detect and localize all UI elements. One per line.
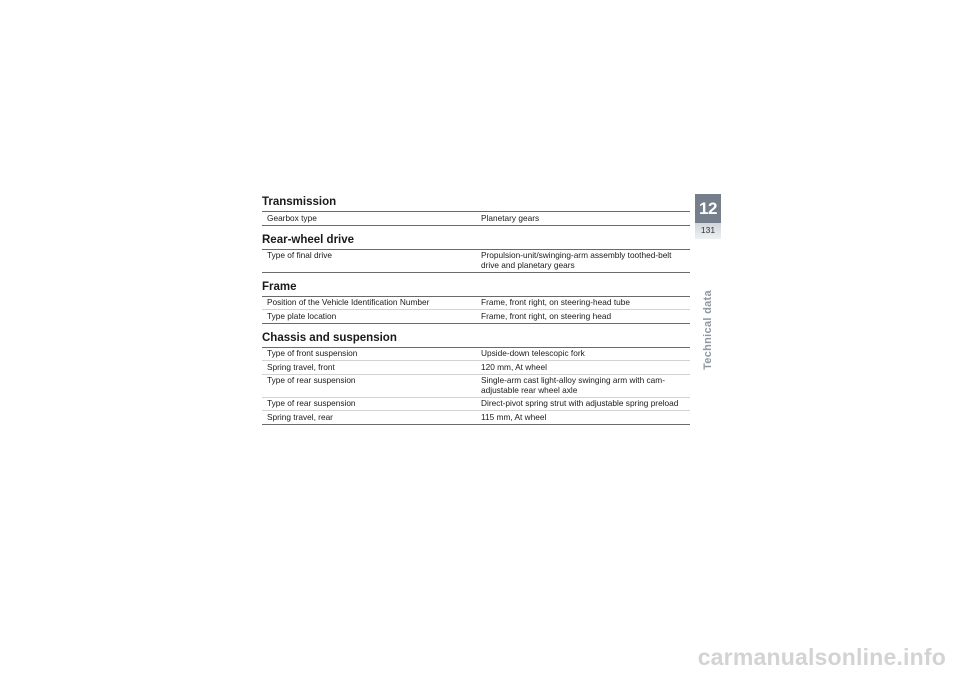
- section-chassis-suspension: [262, 330, 690, 425]
- table-row: [262, 249, 690, 272]
- table-row: [262, 212, 690, 226]
- page-number: 131: [695, 223, 721, 239]
- section-frame: [262, 279, 690, 324]
- spec-label: Type plate location: [262, 310, 476, 324]
- table-row: [262, 397, 690, 411]
- watermark: carmanualsonline.info: [697, 644, 946, 670]
- table-row: [262, 411, 690, 425]
- section-title-chassis-suspension: Chassis and suspension: [262, 331, 397, 344]
- spec-value: Frame, front right, on steering-head tube: [476, 296, 690, 310]
- spec-value: 115 mm, At wheel: [476, 411, 690, 425]
- spec-value: Planetary gears: [476, 212, 690, 226]
- spec-value: Single-arm cast light-alloy swinging arm with cam-adjustable rear wheel axle: [476, 374, 690, 397]
- spec-content: [262, 194, 690, 425]
- spec-value: Frame, front right, on steering head: [476, 310, 690, 324]
- spec-value: 120 mm, At wheel: [476, 361, 690, 375]
- spec-value: Upside-down telescopic fork: [476, 347, 690, 361]
- chapter-number: 12: [695, 194, 721, 223]
- spec-label: Spring travel, front: [262, 361, 476, 375]
- section-title-transmission: Transmission: [262, 196, 337, 208]
- section-rear-wheel-drive: [262, 232, 690, 273]
- spec-label: Spring travel, rear: [262, 411, 476, 425]
- spec-label: Gearbox type: [262, 212, 476, 226]
- spec-label: Type of final drive: [262, 249, 476, 272]
- table-row: [262, 347, 690, 361]
- spec-table-transmission: [262, 211, 690, 226]
- table-row: [262, 296, 690, 310]
- table-row: [262, 374, 690, 397]
- chapter-title: Technical data: [702, 290, 714, 370]
- spec-table-chassis-suspension: [262, 347, 690, 425]
- spec-label: Type of rear suspension: [262, 397, 476, 411]
- section-transmission: [262, 194, 690, 226]
- spec-value: Propulsion-unit/swinging-arm assembly toothed-belt drive and planetary gears: [476, 249, 690, 272]
- table-row: [262, 361, 690, 375]
- spec-label: Type of rear suspension: [262, 374, 476, 397]
- spec-label: Position of the Vehicle Identification Number: [262, 296, 476, 310]
- table-row: [262, 310, 690, 324]
- spec-table-frame: [262, 296, 690, 324]
- spec-table-rear-wheel-drive: [262, 249, 690, 273]
- chapter-tab: [695, 194, 721, 239]
- spec-value: Direct-pivot spring strut with adjustable spring preload: [476, 397, 690, 411]
- section-title-rear-wheel-drive: Rear-wheel drive: [262, 233, 355, 246]
- spec-label: Type of front suspension: [262, 347, 476, 361]
- section-title-frame: Frame: [262, 280, 297, 293]
